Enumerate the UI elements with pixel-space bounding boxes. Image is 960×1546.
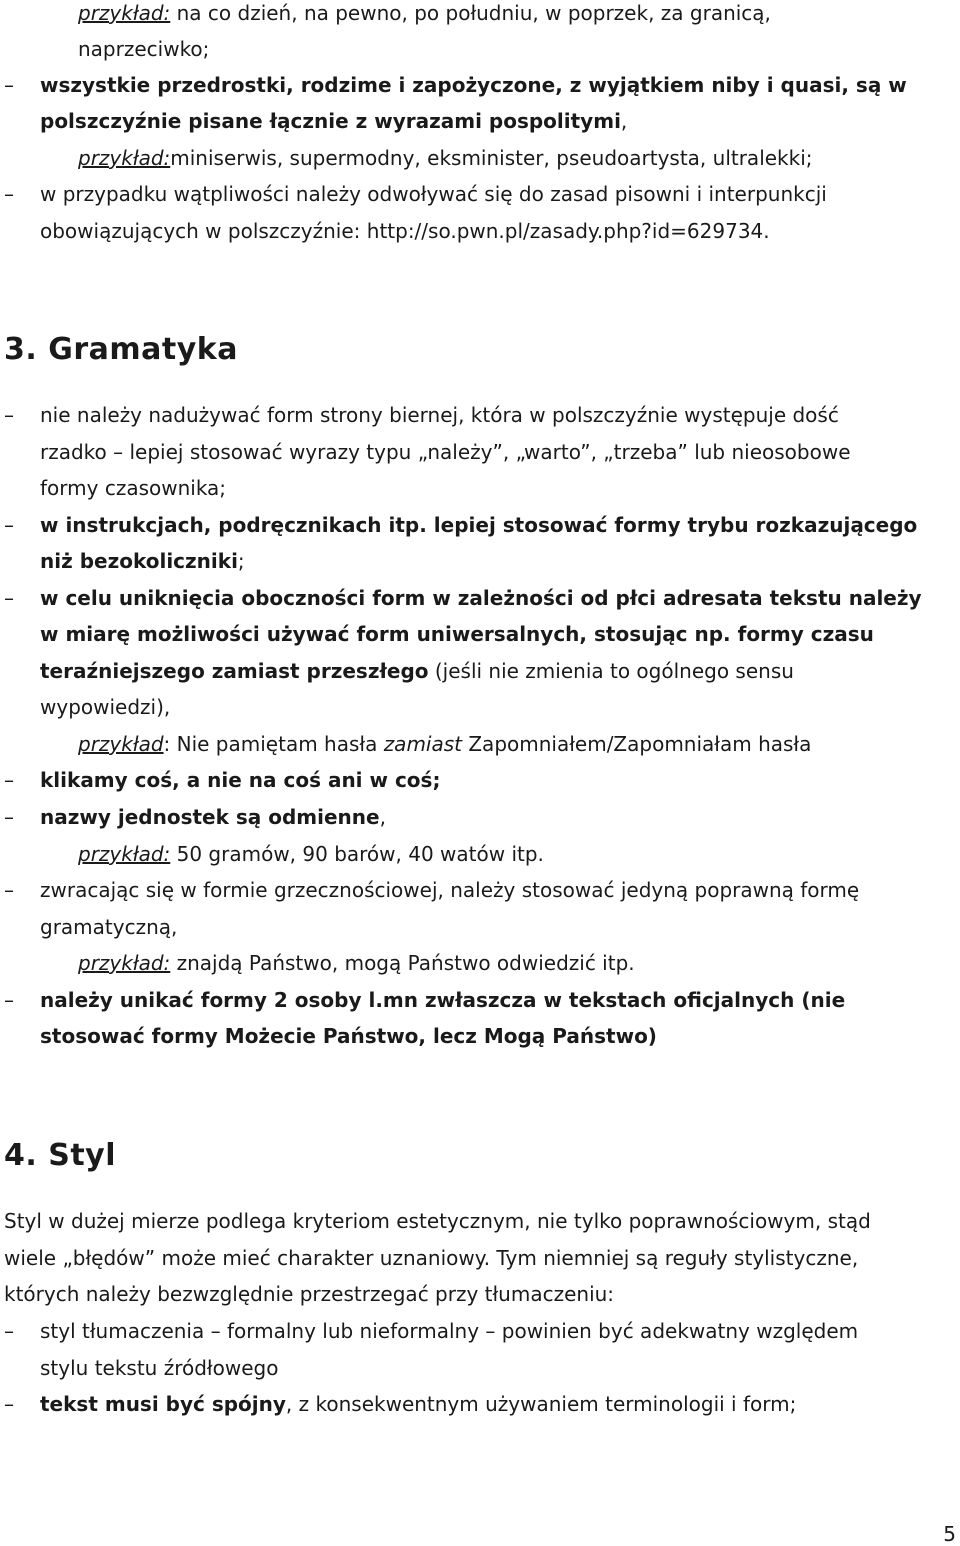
bullet-dash: –	[4, 182, 14, 206]
bold-text: polszczyźnie pisane łącznie z wyrazami pospolitymi	[40, 109, 621, 133]
section-heading: 4. Styl	[4, 1138, 117, 1173]
bullet-text-continuation: obowiązujących w polszczyźnie: http://so.pwn.pl/zasady.php?id=629734.	[40, 219, 770, 243]
bullet-dash: –	[4, 878, 14, 902]
bullet-text-continuation	[40, 658, 794, 684]
bullet-text-continuation: gramatyczną,	[40, 915, 178, 939]
text-tail: ,	[620, 109, 628, 133]
example-line	[78, 841, 544, 867]
example-text: Zapomniałem/Zapomniałam hasła	[462, 732, 812, 756]
bold-text: niż bezokoliczniki	[40, 549, 238, 573]
bullet-dash: –	[4, 768, 14, 792]
text-tail: ,	[379, 805, 386, 829]
bullet-text: w celu uniknięcia oboczności form w zależności od płci adresata tekstu należy	[40, 586, 922, 610]
bullet-text	[40, 804, 386, 830]
bullet-dash: –	[4, 1392, 14, 1416]
bullet-dash: –	[4, 1319, 14, 1343]
bullet-text: styl tłumaczenia – formalny lub nieformalny – powinien być adekwatny względem	[40, 1319, 859, 1343]
bullet-text	[40, 1391, 796, 1417]
bullet-text-continuation: rzadko – lepiej stosować wyrazy typu „należy”, „warto”, „trzeba” lub nieosobowe	[40, 440, 851, 464]
bullet-text: w instrukcjach, podręcznikach itp. lepiej stosować formy trybu rozkazującego	[40, 513, 918, 537]
text-tail: (jeśli nie zmienia to ogólnego sensu	[428, 659, 794, 683]
example-line	[78, 145, 813, 171]
bullet-dash: –	[4, 73, 14, 97]
example-line-continuation	[78, 36, 209, 62]
text-tail: ;	[237, 549, 245, 573]
example-label: przykład:	[78, 146, 171, 170]
bullet-text: nie należy nadużywać form strony biernej, która w polszczyźnie występuje dość	[40, 403, 839, 427]
example-text: miniserwis, supermodny, eksminister, pseudoartysta, ultralekki;	[170, 146, 813, 170]
paragraph-line: wiele „błędów” może mieć charakter uznaniowy. Tym niemniej są reguły stylistyczne,	[4, 1246, 859, 1270]
bullet-text-continuation	[40, 548, 245, 574]
bullet-text-continuation: stylu tekstu źródłowego	[40, 1356, 279, 1380]
section-heading: 3. Gramatyka	[4, 332, 238, 367]
bullet-dash: –	[4, 403, 14, 427]
example-text: : Nie pamiętam hasła	[163, 732, 384, 756]
bold-text: teraźniejszego zamiast przeszłego	[40, 659, 429, 683]
example-text: na co dzień, na pewno, po południu, w poprzek, za granicą,	[170, 1, 771, 25]
example-line	[78, 731, 811, 757]
bullet-text: wszystkie przedrostki, rodzime i zapożyczone, z wyjątkiem niby i quasi, są w	[40, 73, 907, 97]
example-text: 50 gramów, 90 barów, 40 watów itp.	[170, 842, 544, 866]
bullet-text: zwracając się w formie grzecznościowej, należy stosować jedyną poprawną formę	[40, 878, 860, 902]
example-text: naprzeciwko;	[78, 37, 210, 61]
paragraph-line: których należy bezwzględnie przestrzegać przy tłumaczeniu:	[4, 1282, 615, 1306]
bullet-text-continuation: w miarę możliwości używać form uniwersalnych, stosując np. formy czasu	[40, 622, 874, 646]
bullet-text: w przypadku wątpliwości należy odwoływać się do zasad pisowni i interpunkcji	[40, 182, 827, 206]
bullet-text-continuation	[40, 108, 627, 134]
example-label: przykład:	[78, 842, 171, 866]
bullet-text: klikamy coś, a nie na coś ani w coś;	[40, 768, 441, 792]
bullet-dash: –	[4, 988, 14, 1012]
text-tail: , z konsekwentnym używaniem terminologii i form;	[285, 1392, 797, 1416]
bullet-text-continuation: formy czasownika;	[40, 476, 227, 500]
example-text: znajdą Państwo, mogą Państwo odwiedzić itp.	[170, 951, 635, 975]
bullet-text-continuation: wypowiedzi),	[40, 695, 171, 719]
bold-text: tekst musi być spójny	[40, 1392, 286, 1416]
example-italic: zamiast	[383, 732, 462, 756]
page-number: 5	[943, 1522, 956, 1546]
paragraph-line: Styl w dużej mierze podlega kryteriom estetycznym, nie tylko poprawnościowym, stąd	[4, 1209, 871, 1233]
bullet-dash: –	[4, 586, 14, 610]
example-line	[78, 950, 635, 976]
example-label: przykład	[78, 732, 164, 756]
example-label: przykład:	[78, 951, 171, 975]
example-line	[78, 0, 771, 26]
bullet-dash: –	[4, 805, 14, 829]
bold-text: nazwy jednostek są odmienne	[40, 805, 380, 829]
example-label: przykład:	[78, 1, 171, 25]
bullet-dash: –	[4, 513, 14, 537]
bullet-text-continuation: stosować formy Możecie Państwo, lecz Mogą Państwo)	[40, 1024, 657, 1048]
bullet-text: należy unikać formy 2 osoby l.mn zwłaszcza w tekstach oficjalnych (nie	[40, 988, 846, 1012]
